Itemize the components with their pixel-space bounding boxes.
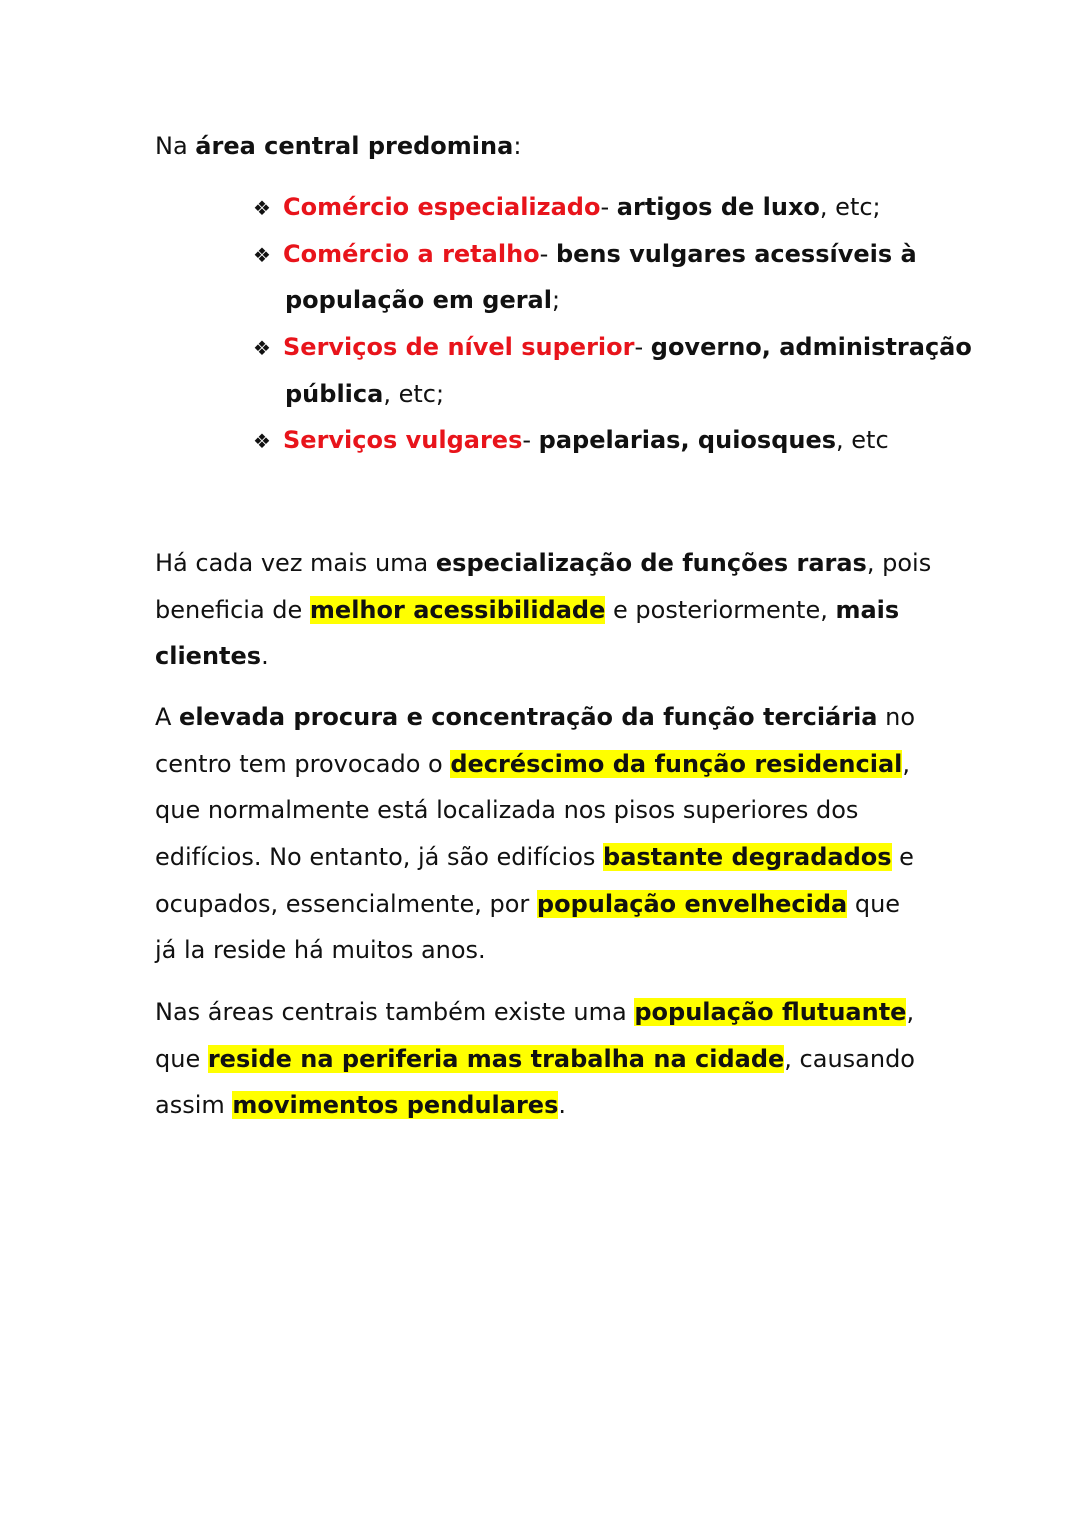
text: , etc; — [819, 193, 881, 221]
text: e posteriormente, — [605, 595, 836, 624]
text: que — [847, 889, 901, 918]
diamond-bullet-icon: ❖ — [253, 336, 271, 361]
highlighted-text: decréscimo da função residencial — [450, 749, 903, 778]
highlighted-text: melhor acessibilidade — [309, 595, 606, 624]
bullet-line — [155, 324, 972, 371]
highlighted-text: bastante degradados — [603, 843, 892, 872]
text: e — [891, 843, 914, 872]
diamond-bullet-icon: ❖ — [253, 242, 271, 267]
bold-text: artigos de luxo — [616, 193, 820, 221]
paragraph-specialization — [155, 540, 955, 680]
bullet-line — [155, 417, 955, 464]
highlighted-text: movimentos pendulares — [232, 1091, 559, 1120]
text: ocupados, essencialmente, por — [155, 889, 537, 918]
bold-text: área central predomina — [195, 132, 514, 160]
red-term: Serviços vulgares — [283, 426, 523, 455]
text: , causando — [784, 1044, 915, 1073]
text: Há cada vez mais uma — [155, 549, 436, 577]
text: assim — [155, 1091, 233, 1120]
text: : — [513, 132, 522, 160]
text: beneficia de — [155, 595, 310, 624]
highlighted-text: população envelhecida — [536, 889, 848, 918]
text-line — [155, 633, 955, 680]
text: , pois — [866, 549, 932, 577]
text: que — [155, 1044, 208, 1073]
highlighted-text: população flutuante — [634, 998, 907, 1026]
text-line — [155, 1082, 955, 1129]
bullet-list — [155, 184, 972, 464]
text-line — [155, 1036, 955, 1083]
intro-paragraph — [155, 123, 955, 170]
text: - — [522, 426, 539, 455]
diamond-bullet-icon: ❖ — [253, 196, 271, 220]
bold-text: elevada procura e concentração da função terciária — [179, 703, 878, 731]
bold-text: mais — [835, 595, 900, 624]
text: Nas áreas centrais também existe uma — [155, 998, 635, 1026]
text-line — [155, 787, 955, 834]
bold-text: papelarias, quiosques — [538, 426, 837, 455]
bullet-line — [155, 184, 955, 231]
text-line — [155, 123, 955, 170]
bold-text: governo, administração — [650, 333, 972, 362]
text-line — [155, 927, 955, 974]
bold-text: pública — [285, 379, 384, 408]
text: Na — [155, 132, 196, 160]
text: ; — [551, 286, 561, 315]
text: - — [600, 193, 617, 221]
text-line — [155, 741, 955, 788]
text: . — [261, 642, 269, 671]
diamond-bullet-icon: ❖ — [253, 429, 271, 454]
bullet-line — [155, 277, 955, 324]
bold-text: bens vulgares acessíveis à — [555, 239, 917, 268]
text: , etc; — [383, 379, 445, 408]
bullet-line — [155, 231, 955, 278]
text: , etc — [836, 426, 889, 455]
bold-text: especialização de funções raras — [435, 549, 867, 577]
text: que normalmente está localizada nos pisos superiores dos — [155, 796, 859, 825]
text-line — [155, 540, 955, 587]
text: , — [906, 998, 915, 1026]
text: centro tem provocado o — [155, 749, 451, 778]
bullet-line — [155, 371, 955, 418]
highlighted-text: reside na periferia mas trabalha na cidade — [207, 1044, 785, 1073]
text: edifícios. No entanto, já são edifícios — [155, 843, 604, 872]
text: no — [877, 703, 916, 731]
text-line — [155, 989, 955, 1036]
red-term: Comércio a retalho — [283, 239, 540, 268]
paragraph-floating-population — [155, 989, 955, 1129]
text: , — [902, 749, 911, 778]
bold-text: clientes — [155, 642, 262, 671]
text-line — [155, 834, 955, 881]
red-term: Serviços de nível superior — [283, 333, 635, 362]
text-line — [155, 694, 955, 741]
text: já la reside há muitos anos. — [155, 936, 486, 965]
text-line — [155, 881, 955, 928]
text-line — [155, 587, 955, 634]
text: - — [539, 239, 556, 268]
text: - — [634, 333, 651, 362]
bold-text: população em geral — [285, 286, 552, 315]
red-term: Comércio especializado — [283, 193, 601, 221]
text: . — [558, 1091, 566, 1120]
paragraph-residential-decline — [155, 694, 955, 974]
text: A — [155, 703, 180, 731]
